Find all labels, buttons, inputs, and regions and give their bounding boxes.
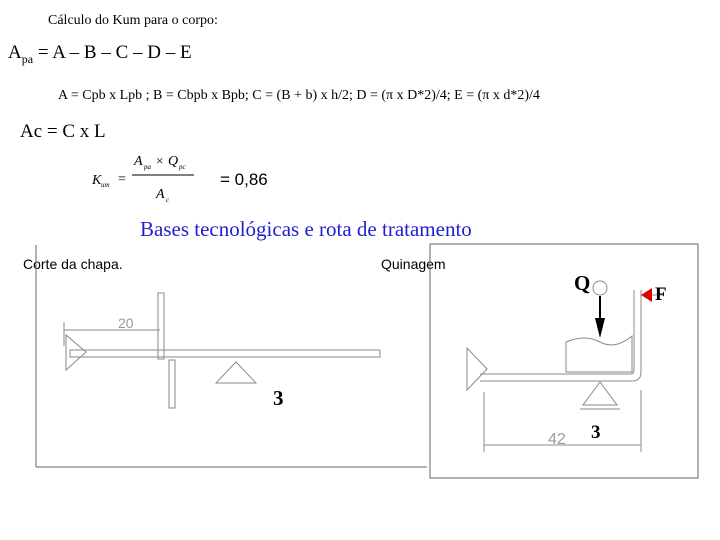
force-f-arrow-icon bbox=[641, 288, 652, 302]
kum-num-a: A bbox=[134, 154, 143, 169]
kum-times: × bbox=[156, 153, 164, 168]
right-fixed-support-icon bbox=[467, 348, 487, 390]
apa-rhs: = A – B – C – D – E bbox=[33, 42, 192, 63]
die-support-icon bbox=[583, 382, 617, 405]
bending-punch bbox=[566, 336, 632, 372]
force-q-arrow-icon bbox=[595, 318, 605, 338]
component-formulas: A = Cpb x Lpb ; B = Cbpb x Bpb; C = (B + b) x h/2; D = (π x D*2)/4; E = (π x d*2)/4 bbox=[58, 88, 540, 103]
left-caption: Corte da chapa. bbox=[23, 256, 123, 272]
section-heading: Bases tecnológicas e rota de tratamento bbox=[140, 217, 472, 241]
sheet-plate bbox=[70, 350, 380, 357]
kum-num-q: Q bbox=[168, 154, 179, 169]
label-f: F bbox=[655, 284, 667, 305]
roller-support-icon bbox=[216, 362, 256, 383]
dim-42-label: 42 bbox=[548, 431, 566, 448]
ac-formula: Ac = C x L bbox=[20, 121, 106, 142]
dim-3-right-label: 3 bbox=[591, 422, 601, 443]
dim-20-label: 20 bbox=[118, 315, 134, 331]
left-fixed-support-icon bbox=[66, 335, 86, 370]
kum-den: A bbox=[156, 187, 165, 202]
cutting-diagram bbox=[36, 245, 427, 467]
apa-sub: pa bbox=[21, 51, 34, 66]
bent-sheet-outer bbox=[480, 290, 641, 381]
kum-num-q-sub: pc bbox=[179, 163, 186, 171]
kum-lhs-sub: um bbox=[101, 181, 110, 189]
bent-sheet-inner bbox=[480, 290, 634, 374]
kum-den-sub: c bbox=[166, 196, 170, 204]
cutting-blade bbox=[158, 293, 164, 359]
apa-lhs: A bbox=[8, 42, 22, 63]
kum-value: = 0,86 bbox=[220, 170, 268, 189]
lower-blade bbox=[169, 360, 175, 408]
page-title: Cálculo do Kum para o corpo: bbox=[48, 13, 218, 28]
kum-num-a-sub: pa bbox=[144, 163, 151, 171]
dim-3-label: 3 bbox=[273, 386, 284, 410]
right-caption: Quinagem bbox=[381, 256, 446, 272]
label-q: Q bbox=[574, 271, 591, 295]
pivot-circle-icon bbox=[593, 281, 607, 295]
kum-lhs: K bbox=[92, 173, 102, 188]
kum-equals: = bbox=[118, 172, 126, 187]
bending-diagram bbox=[430, 244, 698, 478]
